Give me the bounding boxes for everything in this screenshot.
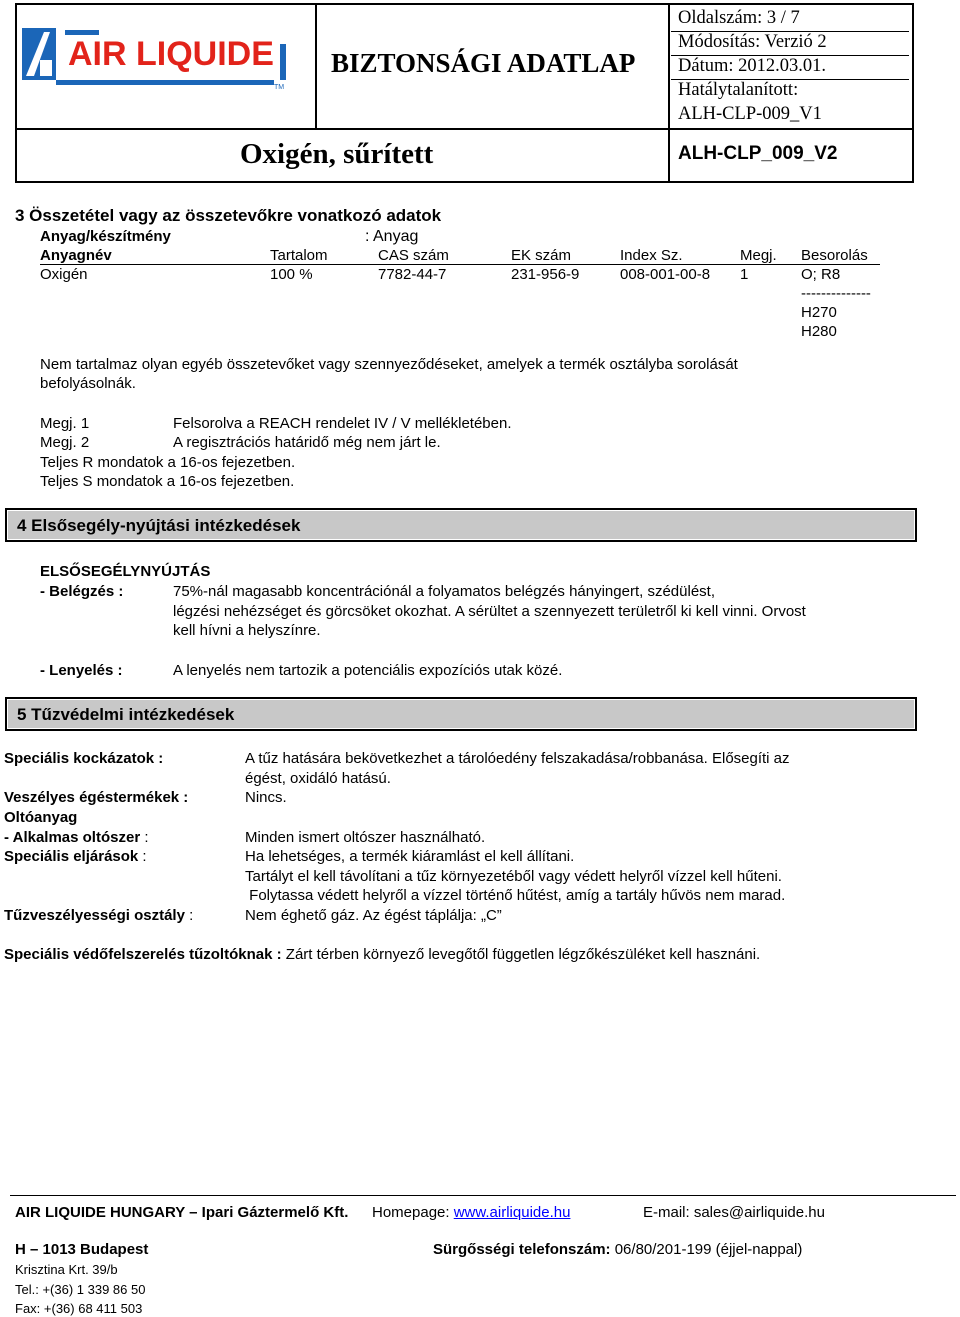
inhalation-text: 75%-nál magasabb koncentrációnál a folyamatos belégzés hányingert, szédülést,	[173, 583, 715, 600]
document-code: ALH-CLP_009_V2	[678, 143, 838, 164]
table-cell-cas: 7782-44-7	[378, 266, 447, 283]
footer-divider	[10, 1195, 956, 1196]
table-cell-hazard: H270	[801, 304, 837, 321]
special-procedures-label: Speciális eljárások	[4, 848, 139, 865]
logo-wordmark: AIR LIQUIDE	[68, 35, 274, 73]
table-header-rule	[40, 264, 880, 265]
air-liquide-logo-icon	[22, 10, 312, 122]
note-text: Felsorolva a REACH rendelet IV / V mellékletében.	[173, 415, 512, 432]
emergency-label: Sürgősségi telefonszám:	[433, 1241, 611, 1258]
special-hazards-text: égést, oxidáló hatású.	[245, 770, 391, 787]
note-key: Megj. 2	[40, 434, 90, 451]
extinguishing-media-label: Oltóanyag	[4, 809, 78, 826]
footer-company: AIR LIQUIDE HUNGARY – Ipari Gáztermelő Kft.	[15, 1204, 349, 1221]
ingestion-text: A lenyelés nem tartozik a potenciális expozíciós utak közé.	[173, 662, 563, 679]
section-4-title: 4 Elsősegély-nyújtási intézkedések	[17, 516, 301, 535]
inhalation-label: - Belégzés :	[40, 583, 124, 600]
fire-class-label: Tűzveszélyességi osztály	[4, 907, 185, 924]
note-key: Megj. 1	[40, 415, 90, 432]
homepage-label: Homepage:	[372, 1204, 454, 1221]
label-colon: :	[138, 848, 147, 865]
header-divider	[315, 3, 317, 130]
revision-date: Dátum: 2012.03.01.	[678, 56, 826, 76]
inhalation-text: kell hívni a helyszínre.	[173, 622, 321, 639]
special-procedures-text: Folytassa védett helyről a vízzel történő hűtést, amíg a tartály hűvös nem marad.	[245, 887, 786, 904]
section-5-header	[5, 697, 917, 731]
special-hazards-text: A tűz hatására bekövetkezhet a tárolóedény felszakadása/robbanása. Elősegíti az	[245, 750, 790, 767]
table-cell-separator: --------------	[801, 285, 871, 302]
special-hazards-label: Speciális kockázatok :	[4, 750, 164, 767]
air-liquide-logo	[22, 10, 312, 122]
note-paragraph: Nem tartalmaz olyan egyéb összetevőket vagy szennyeződéseket, amelyek a termék osztályba sorolását	[40, 356, 738, 373]
ingestion-label: - Lenyelés :	[40, 662, 123, 679]
table-cell-classification: O; R8	[801, 266, 841, 283]
substance-label: Anyag/készítmény	[40, 228, 171, 245]
firefighter-ppe-label: Speciális védőfelszerelés tűzoltóknak :	[4, 946, 282, 963]
footer-email: E-mail: sales@airliquide.hu	[643, 1204, 825, 1221]
table-cell-ec: 231-956-9	[511, 266, 580, 283]
footer-emergency	[433, 1241, 802, 1258]
label-colon: :	[184, 907, 194, 924]
section-5-title: 5 Tűzvédelmi intézkedések	[17, 705, 235, 724]
revision: Módosítás: Verzió 2	[678, 32, 827, 52]
logo-trademark: TM	[274, 84, 285, 91]
combustion-products-value: Nincs.	[245, 789, 287, 806]
table-header-index: Index Sz.	[620, 247, 683, 264]
firefighter-ppe-value: Zárt térben környező levegőtől független légzőkészüléket kell hasznáni.	[281, 946, 761, 963]
page-number: Oldalszám: 3 / 7	[678, 8, 800, 28]
table-header-cas: CAS szám	[378, 247, 449, 264]
note-text: A regisztrációs határidő még nem járt le.	[173, 434, 441, 451]
suitable-media-label-row	[4, 829, 149, 846]
footer-homepage	[372, 1204, 570, 1221]
suitable-media-label: - Alkalmas oltószer	[4, 829, 141, 846]
s-phrases-ref: Teljes S mondatok a 16-os fejezetben.	[40, 473, 295, 490]
table-cell-index: 008-001-00-8	[620, 266, 711, 283]
note-paragraph: befolyásolnák.	[40, 375, 136, 392]
fire-class-label-row	[4, 907, 193, 924]
header-divider	[668, 3, 670, 181]
suitable-media-value: Minden ismert oltószer használható.	[245, 829, 486, 846]
table-header-note: Megj.	[740, 247, 777, 264]
footer-city: H – 1013 Budapest	[15, 1241, 149, 1258]
table-cell-name: Oxigén	[40, 266, 88, 283]
table-header-classification: Besorolás	[801, 247, 868, 264]
table-header-name: Anyagnév	[40, 247, 112, 264]
product-title: Oxigén, sűrített	[240, 138, 434, 170]
combustion-products-label: Veszélyes égéstermékek :	[4, 789, 189, 806]
table-header-ec: EK szám	[511, 247, 572, 264]
footer-fax: Fax: +(36) 68 411 503	[15, 1301, 143, 1316]
fire-class-value: Nem éghető gáz. Az égést táplálja: „C”	[245, 907, 502, 924]
special-procedures-text: Tartályt el kell távolítani a tűz környezetéből vagy védett helyről vízzel kell hűteni.	[245, 868, 782, 885]
special-procedures-text: Ha lehetséges, a termék kiáramlást el kell állítani.	[245, 848, 575, 865]
table-cell-note: 1	[740, 266, 749, 283]
supersedes-value: ALH-CLP-009_V1	[678, 104, 822, 124]
supersedes-label: Hatálytalanított:	[678, 80, 799, 100]
special-procedures-label-row	[4, 848, 147, 865]
first-aid-subtitle: ELSŐSEGÉLYNYÚJTÁS	[40, 563, 211, 580]
label-colon: :	[140, 829, 149, 846]
header-divider	[15, 128, 912, 130]
table-header-content: Tartalom	[270, 247, 328, 264]
footer-phone: Tel.: +(36) 1 339 86 50	[15, 1282, 146, 1297]
emergency-number: 06/80/201-199 (éjjel-nappal)	[610, 1241, 803, 1258]
section-4-header	[5, 508, 917, 542]
section-3-title: 3 Összetétel vagy az összetevőkre vonatkozó adatok	[15, 206, 442, 225]
firefighter-ppe-row	[4, 946, 760, 963]
table-cell-content: 100 %	[270, 266, 313, 283]
document-title: BIZTONSÁGI ADATLAP	[331, 48, 636, 78]
table-cell-hazard: H280	[801, 323, 837, 340]
substance-value: : Anyag	[365, 228, 419, 245]
footer-street: Krisztina Krt. 39/b	[15, 1262, 118, 1277]
inhalation-text: légzési nehézséget és görcsöket okozhat. A sérültet a szennyezett területről ki kell vinni. Orvost	[173, 603, 806, 620]
homepage-link[interactable]: www.airliquide.hu	[453, 1204, 571, 1221]
r-phrases-ref: Teljes R mondatok a 16-os fejezetben.	[40, 454, 296, 471]
